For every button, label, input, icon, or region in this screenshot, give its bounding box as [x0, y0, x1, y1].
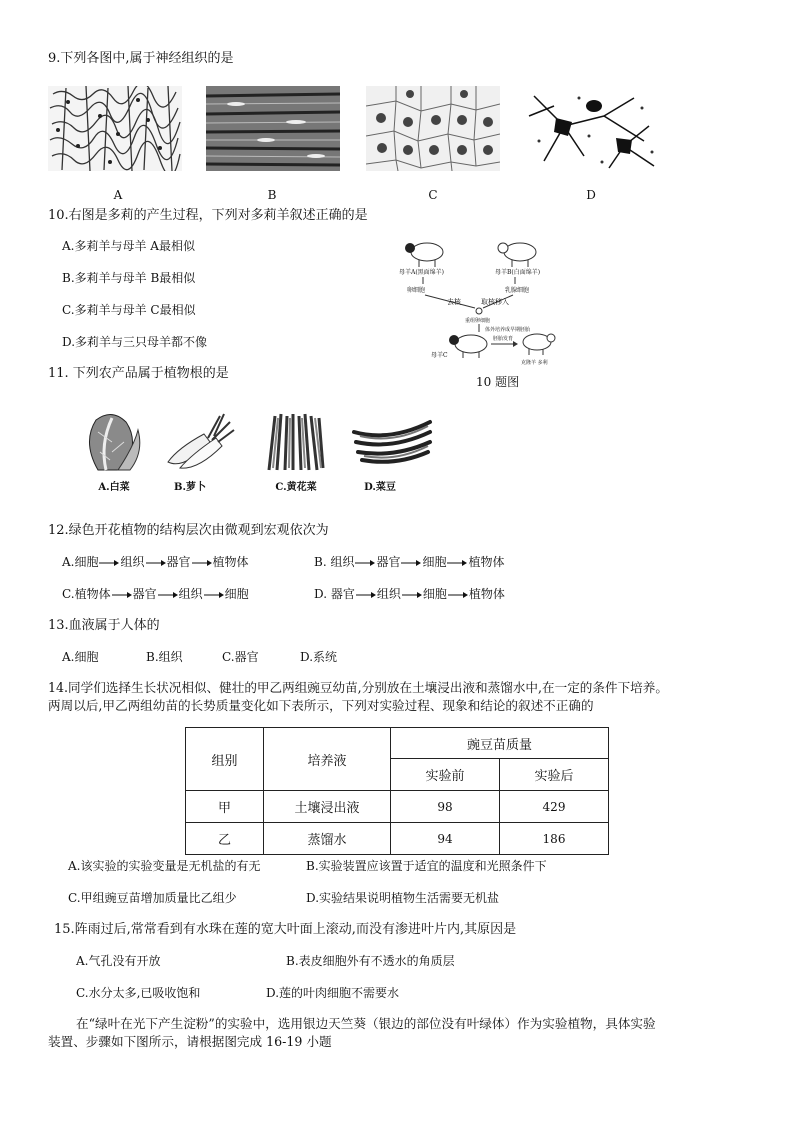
- q10-option-c: C.多莉羊与母羊 C最相似: [62, 303, 196, 317]
- tissue-image-c: [366, 86, 500, 171]
- q9-label-b: B: [267, 188, 277, 202]
- q12-d-step-2: 组织: [376, 587, 401, 601]
- cell-group: 甲: [186, 791, 264, 823]
- header-group: 组别: [186, 728, 264, 791]
- q14-option-d: D.实验结果说明植物生活需要无机盐: [306, 891, 500, 905]
- cell-before: 94: [391, 823, 500, 855]
- arrow-icon: [446, 558, 468, 568]
- label-remove-nucleus: 去核: [447, 298, 461, 306]
- q12-d-step-1: D. 器官: [314, 587, 355, 601]
- q12-option-c: [62, 588, 249, 600]
- q14-stem-line2: 两周以后,甲乙两组幼苗的长势质量变化如下表所示，下列对实验过程、现象和结论的叙述不正确的: [48, 698, 594, 713]
- q12-option-b: [314, 556, 505, 568]
- label-sheep-c: 母羊C: [431, 352, 448, 359]
- arrow-icon: [111, 590, 133, 600]
- q9-stem: 9.下列各图中,属于神经组织的是: [48, 51, 234, 66]
- q14-stem-line1: 14.同学们选择生长状况相似、健壮的甲乙两组豌豆幼苗,分别放在土壤浸出液和蒸馏水中,在一定的条件下培养。: [48, 680, 668, 695]
- tissue-image-d: [524, 86, 658, 171]
- daylily-image: [263, 412, 327, 472]
- q14-option-c: C.甲组豌豆苗增加质量比乙组少: [68, 891, 237, 905]
- dolly-diagram: [395, 236, 570, 372]
- q11-option-c: C.黄花菜: [275, 482, 317, 493]
- q9-label-c: C: [428, 188, 438, 202]
- q13-option-c: C.器官: [222, 650, 259, 664]
- label-culture: 体外培养成早期胚胎: [485, 327, 531, 333]
- table-row: [186, 791, 609, 823]
- q12-stem: 12.绿色开花植物的结构层次由微观到宏观依次为: [48, 523, 329, 538]
- q12-b-step-3: 细胞: [422, 555, 447, 569]
- label-egg: 卵细胞: [407, 287, 426, 294]
- label-mammary: 乳腺细胞: [505, 287, 530, 294]
- arrow-icon: [98, 558, 120, 568]
- q14-data-table: [185, 727, 609, 855]
- sheep-a-icon: [405, 243, 443, 267]
- q12-b-step-4: 植物体: [468, 555, 505, 569]
- q11-option-d: D.菜豆: [364, 482, 396, 493]
- arrow-icon: [203, 590, 225, 600]
- q10-stem: 10.右图是多莉的产生过程，下列对多莉羊叙述正确的是: [48, 208, 368, 223]
- q11-stem: 11. 下列农产品属于植物根的是: [48, 366, 229, 381]
- header-after: 实验后: [500, 759, 609, 791]
- arrow-icon: [145, 558, 167, 568]
- header-mass: 豌豆苗质量: [391, 728, 609, 759]
- cell-group: 乙: [186, 823, 264, 855]
- q10-figure-caption: 10 题图: [476, 375, 520, 389]
- header-solution: 培养液: [264, 728, 391, 791]
- q12-c-step-1: C.植物体: [62, 587, 111, 601]
- arrow-icon: [401, 590, 423, 600]
- arrow-icon: [354, 558, 376, 568]
- q12-a-step-3: 器官: [166, 555, 191, 569]
- clone-sheep-icon: [523, 334, 555, 355]
- tissue-image-b: [206, 86, 340, 171]
- label-clone: 克隆羊 多利: [521, 360, 548, 366]
- arrow-icon: [400, 558, 422, 568]
- q15-option-d: D.莲的叶肉细胞不需要水: [266, 986, 400, 1000]
- sheep-b-icon: [498, 243, 536, 267]
- q15-stem: 15.阵雨过后,常常看到有水珠在莲的宽大叶面上滚动,而没有渗进叶片内,其原因是: [54, 922, 517, 937]
- q15-option-b: B.表皮细胞外有不透水的角质层: [286, 954, 455, 968]
- intro-line2: 装置、步骤如下图所示，请根据图完成 16-19 小题: [48, 1034, 332, 1049]
- arrow-icon: [157, 590, 179, 600]
- cell-solution: 蒸馏水: [264, 823, 391, 855]
- q12-a-step-2: 组织: [120, 555, 145, 569]
- q11-option-a: A.白菜: [98, 482, 130, 493]
- q9-label-d: D: [586, 188, 596, 202]
- cell-solution: 土壤浸出液: [264, 791, 391, 823]
- label-recombined: 重组卵细胞: [465, 318, 491, 324]
- q12-d-step-3: 细胞: [422, 587, 447, 601]
- radish-image: [164, 412, 236, 472]
- arrow-icon: [191, 558, 213, 568]
- header-before: 实验前: [391, 759, 500, 791]
- q14-option-a: A.该实验的实验变量是无机盐的有无: [68, 859, 261, 873]
- q15-option-c: C.水分太多,已吸收饱和: [76, 986, 201, 1000]
- q10-option-a: A.多莉羊与母羊 A最相似: [62, 239, 195, 253]
- q12-option-a: [62, 556, 249, 568]
- label-develop: 胚胎发育: [493, 336, 514, 342]
- q10-option-d: D.多莉羊与三只母羊都不像: [62, 335, 208, 349]
- label-take-nucleus: 取核移入: [481, 298, 509, 306]
- q12-c-step-3: 组织: [178, 587, 203, 601]
- cell-after: 186: [500, 823, 609, 855]
- q15-option-a: A.气孔没有开放: [76, 954, 161, 968]
- q10-option-b: B.多莉羊与母羊 B最相似: [62, 271, 196, 285]
- q12-c-step-2: 器官: [132, 587, 157, 601]
- label-sheep-b: 母羊B(白面绵羊): [495, 269, 541, 276]
- q13-option-d: D.系统: [300, 650, 338, 664]
- arrow-icon: [447, 590, 469, 600]
- q12-d-step-4: 植物体: [468, 587, 505, 601]
- q13-stem: 13.血液属于人体的: [48, 618, 160, 633]
- cabbage-image: [78, 412, 150, 472]
- q12-a-step-4: 植物体: [212, 555, 249, 569]
- q13-option-a: A.细胞: [62, 650, 99, 664]
- q13-option-b: B.组织: [146, 650, 183, 664]
- label-sheep-a: 母羊A(黑面绵羊): [399, 269, 445, 276]
- arrow-icon: [355, 590, 377, 600]
- q11-option-b: B.萝卜: [174, 482, 206, 493]
- q12-b-step-1: B. 组织: [314, 555, 355, 569]
- tissue-image-a: [48, 86, 182, 171]
- q12-a-step-1: A.细胞: [62, 555, 99, 569]
- intro-line1: 在“绿叶在光下产生淀粉”的实验中，选用银边天竺葵（银边的部位没有叶绿体）作为实验植物，具体实验: [76, 1016, 656, 1031]
- sheep-c-icon: [449, 335, 487, 358]
- table-row: [186, 823, 609, 855]
- q9-label-a: A: [113, 188, 123, 202]
- bean-image: [350, 412, 434, 472]
- cell-after: 429: [500, 791, 609, 823]
- q12-c-step-4: 细胞: [224, 587, 249, 601]
- cell-before: 98: [391, 791, 500, 823]
- q12-b-step-2: 器官: [376, 555, 401, 569]
- q12-option-d: [314, 588, 505, 600]
- q14-option-b: B.实验装置应该置于适宜的温度和光照条件下: [306, 859, 547, 873]
